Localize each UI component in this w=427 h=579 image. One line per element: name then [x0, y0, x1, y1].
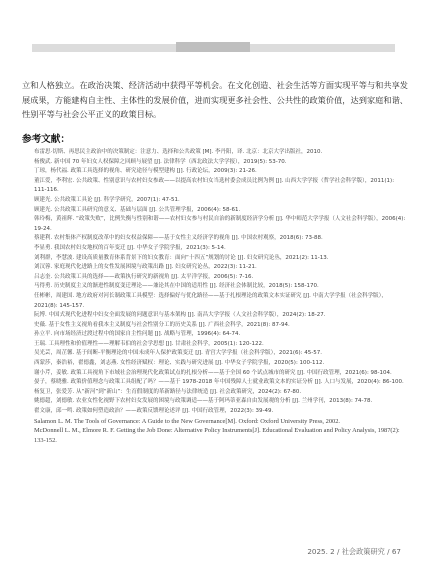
reference-item: 任彬彬，周建国. 地方政府对河长制政策工具模型：选择偏好与优化路径——基于扎根理论的政策文本实证研究 [J]. 中南大学学报（社会科学版），2021(8): 145-157. — [34, 292, 387, 309]
reference-item: 晏子，蔡晓雅. 政策价值理念与政策工具组配了吗？——基于 1978-2018 年中国残障人士就业政策文本的实证分析 [J]. 人口与发展，2020(4): 86-100. — [34, 379, 404, 386]
reference-item: 王瑞. 工具理性和价值理性——理解韦伯的社会学思想 [J]. 甘肃社会科学，2005(1): 120-122. — [34, 340, 264, 347]
references-list — [22, 148, 406, 445]
reference-item: 吴光芸，周芷馨. 基于间断-平衡理论的中国未成年人保护政策变迁 [J]. 青宫大学学报（社会科学版），2021(6): 45-57. — [34, 350, 323, 357]
header-tab-marker — [176, 42, 250, 52]
reference-item: Salamon L. M. The Tools of Governance: A Guide to the New Governance[M]. Oxford: Oxford University Press, 2002. — [34, 417, 341, 425]
reference-item: 吕志奎. 公共政策工具的选择——政策执行研究的新视角 [J]. 太平洋学报，2006(5): 7-16. — [34, 273, 254, 280]
reference-item: 顾建光. 公共政策工具研究的意义、基础与层面 [J]. 公共管理学报，2006(4): 58-61. — [34, 206, 241, 213]
reference-item: 杨复卫，张爱芳. 从“新河”到“新山”：生育假制度的革新路径与法律统造 [J]. 社会政策研究，2024(2): 67-80. — [34, 388, 302, 395]
reference-item: 史薇. 基于女性主义视角看我本主义制度与社会性别分工的历史关系 [J]. 广西社会科学，2021(8): 87-94. — [34, 321, 290, 328]
reference-item: 翟文康，邱一鸣. 政策如何塑造政治？——政策反馈理论述评 [J]. 中国行政管理，2022(3): 39-49. — [34, 408, 274, 415]
reference-item: 刘汉蓉. 家庭现代化进路上的女性发展困境与政策出路 [J]. 妇女研究论丛，2022(3): 11-21. — [34, 264, 257, 271]
reference-item: 谢小芹，姜敏. 政策工具视角下市域社会治理现代化政策试点的扎根分析——基于全国 60 个试点城市的研究 [J]. 中国行政管理，2021(6): 98-104. — [34, 369, 392, 376]
reference-item: 李显勇. 我国农村妇女地权的百年变迁 [J]. 中华女子学院学报，2021(3): 5-14. — [34, 244, 226, 251]
page-footer: 2025. 2 / 社会政策研究 / 67 — [307, 547, 401, 556]
reference-item: 蔡建利. 农村集体产权制度改革中的妇女权益保障——基于女性主义经济学的视角 [J]. 中国农村观察，2018(6): 73-88. — [34, 235, 323, 242]
reference-item: 马得勇. 历史制度主义的渐进性制度变迁理论——兼论其在中国的适用性 [J]. 经济社会体制比较，2018(5): 158-170. — [34, 283, 319, 290]
reference-item: 董江爱，李利宏. 公共政策、性别意识与农村妇女参政——以提高农村妇女当选村委会成员比例为例 [J]. 山西大学学报（哲学社会科学版），2011(1): 111-116. — [34, 177, 395, 194]
reference-item: 杨俊武. 新中国 70 年妇女人权保障之回顾与展望 [J]. 法律科学（西北政法大学学报），2019(5): 53-70. — [34, 158, 287, 165]
references-heading: 参考文献： — [22, 134, 70, 145]
body-paragraph: 立和人格独立。在政治决策、经济活动中获得平等机会。在文化创造、社会生活等方面实现平等与和共享发展成果，方能建构自主性、主体性的发展价值，进而实现更多社会性、公共性的政策价值，达到家庭和谐、性别平等与社会公平正义的政策目标。 — [22, 80, 408, 120]
reference-item: 姚德超，刘德敏. 农业女性化视野下农村妇女发展的困境与政策调适——基于阿玛蒂亚森自由发展观的分析 [J]. 兰州学刊，2013(8): 74-78. — [34, 398, 373, 405]
reference-item: 西蒙莎，秦浩裕，翟德鑫，刘志燕. 女性经济赋权：理论、实践与研究进展 [J]. 中华女子学院学报，2020(5): 100-112. — [34, 360, 325, 367]
reference-item: 阮博. 中国式现代化进程中妇女全面发展的问题意识与基本架构 [J]. 南昌大学学报（人文社会科学版），2024(2): 18-27. — [34, 312, 326, 319]
reference-item: 顾建光. 公共政策工具论 [J]. 科学学研究，2007(1): 47-51. — [34, 196, 180, 203]
reference-item: McDonnell L. M., Elmore R. F. Getting the Job Done: Alternative Policy Instruments[J]. Educational Evaluation and Policy Analysis, 1987(2): 133-152. — [34, 427, 400, 444]
reference-item: 孙立平. 向市场经济过渡过程中的国家自主性问题 [J]. 战略与管理，1996(4): 64-74. — [34, 331, 241, 338]
reference-item: 丁琼，杨代福. 政策工具选择的视角、研究途径与模型建构 [J]. 行政论坛，2009(3): 21-26. — [34, 168, 257, 175]
reference-item: 刘利群，李慧波. 建设高质量教育体系背景下的妇女教育：面向“十四五”规划的讨论 [J]. 妇女研究论丛，2021(2): 11-13. — [34, 254, 329, 261]
reference-item: 韩玲梅，黄祖辉. “政策失败”，比例失衡与性别和谐——农村妇女参与村民自治的新制度经济学分析 [J]. 华中师范大学学报（人文社会科学版），2006(4): 19-24. — [34, 216, 406, 232]
reference-item: 布雷思·切斯、再思民主政治中的决策制定：注意力、选择和公共政策 [M]. 李丹阳，译. 北京：北京大学出版社，2010. — [34, 149, 323, 155]
